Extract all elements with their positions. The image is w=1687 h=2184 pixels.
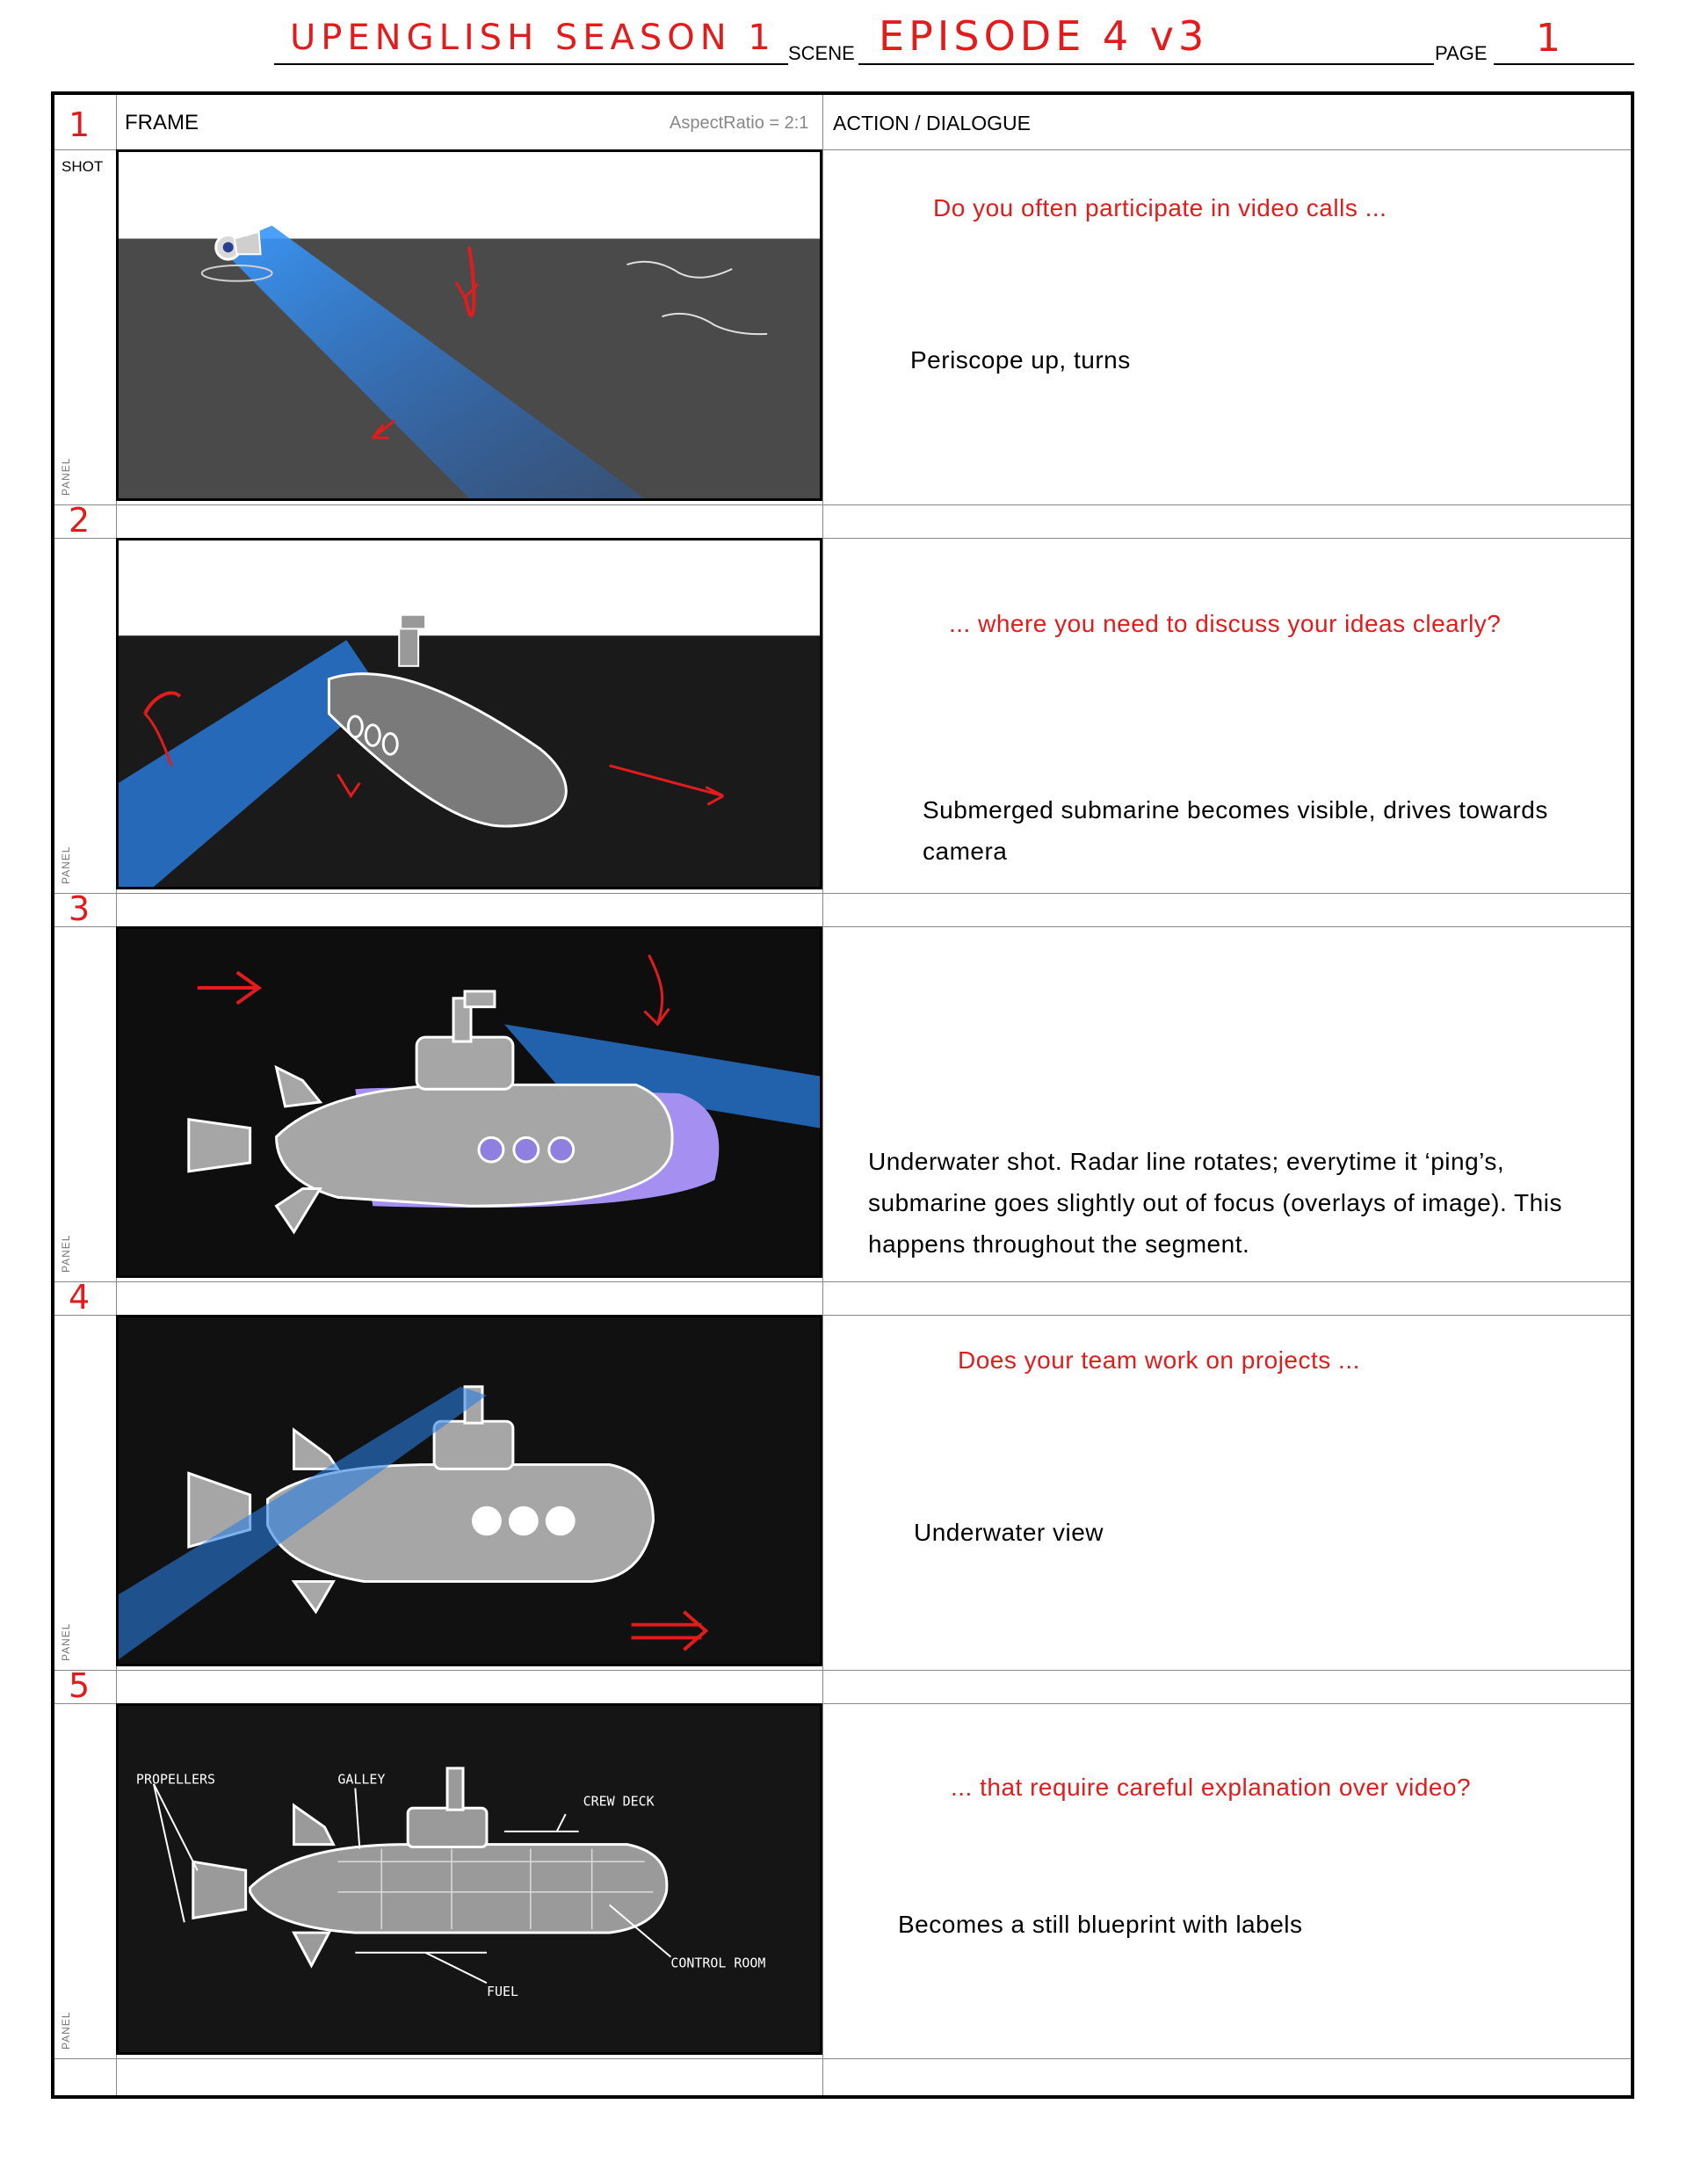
blueprint-label-crew-deck: CREW DECK	[583, 1793, 655, 1810]
action-text: Underwater shot. Radar line rotates; everytime it ‘ping’s, submarine goes slightly out of focus (overlays of image). This happens throughout the segment.	[868, 1148, 1562, 1258]
title-underline	[274, 63, 788, 65]
dialogue-text: Do you often participate in video calls ...	[933, 194, 1387, 221]
blueprint-label-galley: GALLEY	[337, 1771, 386, 1788]
panel-label: PANEL	[60, 1234, 72, 1273]
dialogue-text: Does your team work on projects ...	[958, 1346, 1360, 1374]
submarine-blueprint-image	[119, 1706, 820, 2052]
panel-label: PANEL	[60, 457, 72, 496]
action-text: Submerged submarine becomes visible, drives towards camera	[923, 796, 1548, 865]
submarine-approach-image	[119, 541, 820, 887]
storyboard-frame-1	[116, 149, 822, 501]
page-underline	[1494, 63, 1634, 65]
row-divider	[54, 893, 1631, 894]
storyboard-sheet	[51, 91, 1634, 2099]
dialogue-text: ... where you need to discuss your ideas clearly?	[949, 610, 1502, 637]
submarine-side-image	[119, 929, 820, 1275]
row-divider	[54, 2058, 1631, 2059]
storyboard-frame-3	[116, 926, 822, 1278]
row-number: 3	[69, 889, 91, 928]
row-divider	[54, 1281, 1631, 1282]
frame-label: FRAME	[125, 111, 199, 134]
row-number: 1	[69, 105, 91, 144]
row-number: 5	[69, 1666, 91, 1705]
row-number: 4	[69, 1278, 91, 1317]
series-title: UPENGLISH SEASON 1	[290, 18, 776, 58]
panel-label: PANEL	[60, 845, 72, 884]
scene-underline	[858, 63, 1434, 65]
storyboard-frame-4	[116, 1315, 822, 1666]
submarine-beam-image	[119, 1317, 820, 1664]
column-divider-right	[822, 95, 823, 2095]
page-value: 1	[1536, 16, 1560, 61]
storyboard-frame-5	[116, 1703, 822, 2055]
row-number: 2	[69, 501, 91, 540]
scene-value: EPISODE 4 v3	[879, 12, 1209, 60]
blueprint-label-propellers: PROPELLERS	[135, 1771, 215, 1788]
shot-label: SHOT	[62, 158, 104, 175]
row-divider	[54, 1670, 1631, 1671]
action-dialogue-label: ACTION / DIALOGUE	[833, 112, 1031, 134]
action-text: Becomes a still blueprint with labels	[898, 1911, 1303, 1938]
row-divider	[54, 504, 1631, 505]
panel-label: PANEL	[60, 2011, 72, 2050]
storyboard-frame-2	[116, 538, 822, 889]
blueprint-label-fuel: FUEL	[486, 1984, 518, 1999]
periscope-scene-image	[119, 152, 820, 498]
action-text: Periscope up, turns	[910, 346, 1131, 374]
aspect-ratio-label: AspectRatio = 2:1	[670, 113, 809, 133]
scene-label: SCENE	[788, 42, 855, 64]
panel-label: PANEL	[60, 1622, 72, 1661]
page-label: PAGE	[1435, 42, 1488, 64]
dialogue-text: ... that require careful explanation over video?	[951, 1774, 1472, 1801]
blueprint-label-control-room: CONTROL ROOM	[670, 1955, 766, 1971]
action-text: Underwater view	[914, 1519, 1104, 1546]
